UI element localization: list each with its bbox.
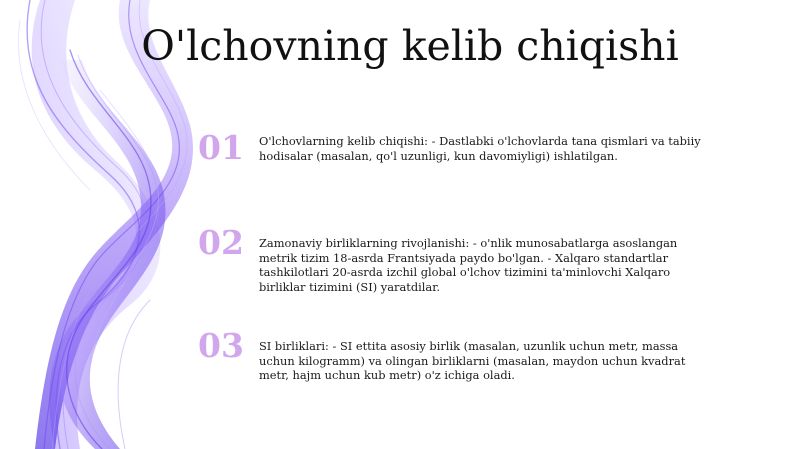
item-text: SI birliklari: - SI ettita asosiy birlik (masalan, uzunlik uchun metr, massa uchun kilogramm) va olingan birliklarni (masalan, maydon uchun kvadrat metr, hajm uchun kub metr) o'z ichiga oladi. [259, 339, 686, 382]
item-number: 02 [198, 223, 244, 262]
slide-title: O'lchovning kelib chiqishi [141, 22, 679, 70]
item-text: O'lchovlarning kelib chiqishi: - Dastlabki o'lchovlarda tana qismlari va tabiiy hodisalar (masalan, qo'l uzunligi, kun davomiyligi) ishlatilgan. [259, 134, 701, 163]
item-number: 03 [198, 326, 244, 365]
item-text: Zamonaviy birliklarning rivojlanishi: - o'nlik munosabatlarga asoslangan metrik tizim 18-asrda Frantsiyada paydo bo'lgan. - Xalqaro standartlar tashkilotlari 20-asrda izchil global o'lchov tizimini ta'minlovchi Xalqaro birliklar tizimini (SI) yaratdilar. [259, 236, 678, 294]
item-number: 01 [198, 128, 244, 167]
